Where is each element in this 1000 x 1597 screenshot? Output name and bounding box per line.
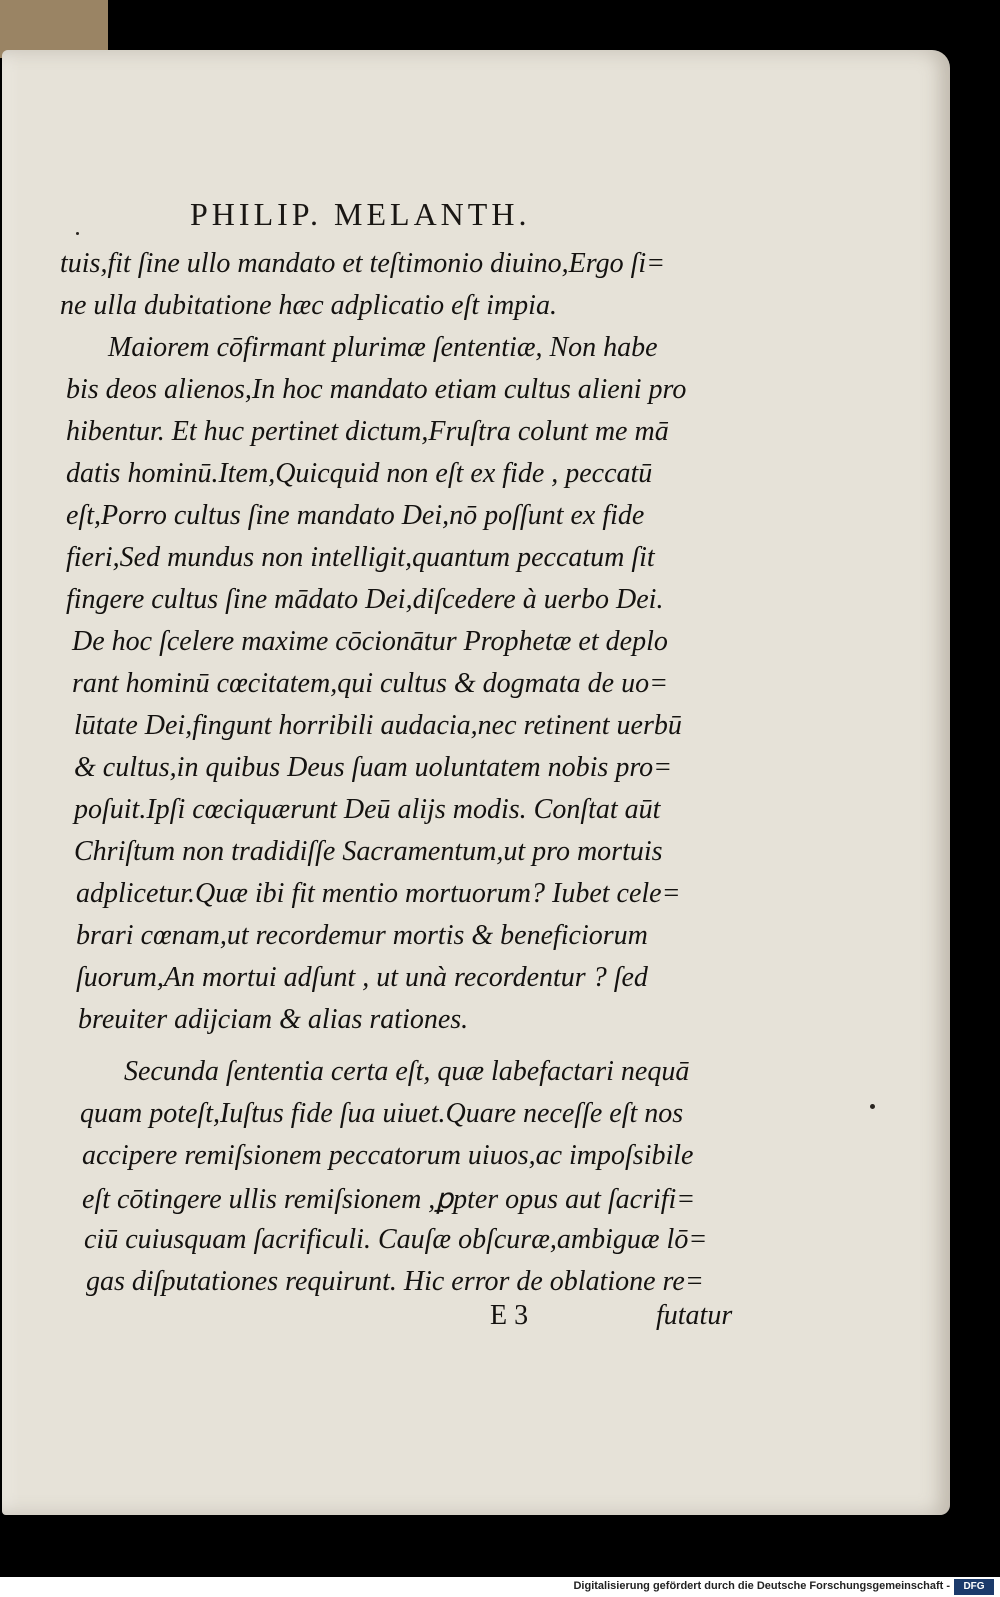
text-line: accipere remiſsionem peccatorum uiuos,ac impoſsibile <box>82 1140 694 1171</box>
text-line: gas diſputationes requirunt. Hic error de oblatione re= <box>86 1266 704 1297</box>
text-line: Chriſtum non tradidiſſe Sacramentum,ut pro mortuis <box>74 836 663 867</box>
running-header: PHILIP. MELANTH. <box>190 196 531 232</box>
text-line: eſt,Porro cultus ſine mandato Dei,nō poſſunt ex fide <box>66 500 645 531</box>
text-line: datis hominū.Item,Quicquid non eſt ex fide , peccatū <box>66 458 653 489</box>
text-line: Secunda ſententia certa eſt, quæ labefactari nequā <box>124 1056 690 1087</box>
text-line: & cultus,in quibus Deus ſuam uoluntatem nobis pro= <box>74 752 673 783</box>
text-line: ſuorum,An mortui adſunt , ut unà recordentur ? ſed <box>76 962 648 993</box>
paper-speck <box>870 1104 875 1109</box>
text-line: ne ulla dubitatione hæc adplicatio eſt impia. <box>60 290 557 321</box>
text-line: tuis,fit ſine ullo mandato et teſtimonio diuino,Ergo ſi= <box>60 248 666 279</box>
text-line: brari cœnam,ut recordemur mortis & beneficiorum <box>76 920 648 951</box>
text-line: fingere cultus ſine mādato Dei,diſcedere à uerbo Dei. <box>66 584 664 615</box>
text-line: De hoc ſcelere maxime cōcionātur Prophetæ et deplo <box>72 626 668 657</box>
text-line: hibentur. Et huc pertinet dictum,Fruſtra colunt me mā <box>66 416 669 447</box>
text-line: lūtate Dei,fingunt horribili audacia,nec retinent uerbū <box>74 710 682 741</box>
text-line: adplicetur.Quæ ibi fit mentio mortuorum? Iubet cele= <box>76 878 681 909</box>
text-line: bis deos alienos,In hoc mandato etiam cultus alieni pro <box>66 374 687 405</box>
text-line: breuiter adijciam & alias rationes. <box>78 1004 469 1035</box>
text-line: rant hominū cœcitatem,qui cultus & dogmata de uo= <box>72 668 668 699</box>
catchword: futatur <box>656 1300 733 1331</box>
text-line: Maiorem cōfirmant plurimæ ſententiæ, Non habe <box>108 332 658 363</box>
text-line: poſuit.Ipſi cœciquærunt Deū alijs modis. Conſtat aūt <box>74 794 661 825</box>
text-line: ciū cuiusquam ſacrificuli. Cauſæ obſcuræ,ambiguæ lō= <box>84 1224 708 1255</box>
text-line: quam poteſt,Iuſtus fide ſua uiuet.Quare neceſſe eſt nos <box>80 1098 684 1129</box>
text-line: eſt cōtingere ullis remiſsionem ,ꝑpter opus aut ſacrifi= <box>82 1184 696 1215</box>
paper-speck <box>76 232 79 235</box>
signature-mark: E 3 <box>490 1300 529 1331</box>
dfg-logo: DFG <box>954 1579 994 1595</box>
funding-notice: Digitalisierung gefördert durch die Deutsche Forschungsgemeinschaft - <box>573 1580 950 1592</box>
text-line: fieri,Sed mundus non intelligit,quantum peccatum ſit <box>66 542 655 573</box>
